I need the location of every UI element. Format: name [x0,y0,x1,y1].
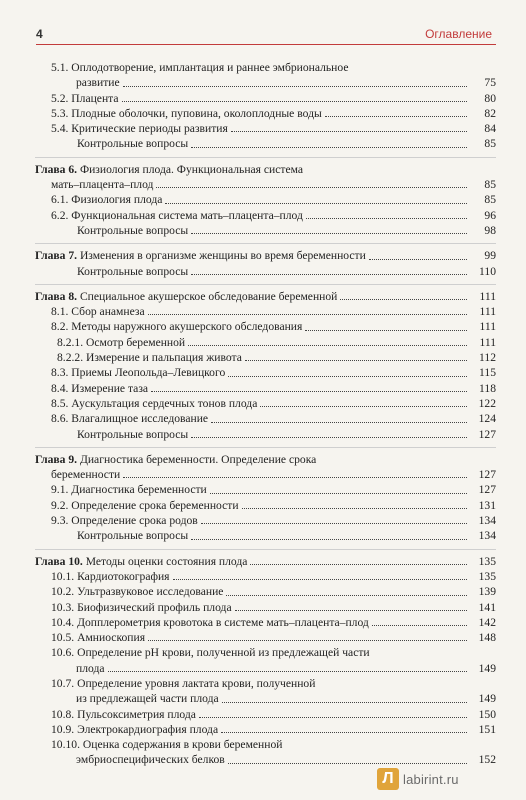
entry-title: Допплерометрия кровотока в системе мать–плацента–плод [77,615,369,629]
entry-title: Диагностика беременности [71,483,207,497]
entry-number: 10.10. [51,738,80,752]
chapter-label: Глава 6. [35,162,78,176]
entry-number: 8.1. [51,305,69,319]
chapter-divider [35,549,496,550]
dot-leader [108,671,468,672]
page-header [0,0,526,50]
entry-number: 8.2.2. [57,351,84,365]
entry-title-continued: мать–плацента–плод [51,178,154,192]
entry-title: Функциональная система мать–плацента–плод [71,208,303,222]
watermark-site: labirint.ru [403,772,459,787]
dot-leader [226,595,467,596]
page-number: 139 [478,585,496,599]
dot-leader [148,640,467,641]
entry-title: Осмотр беременной [86,335,186,349]
dot-leader [191,539,467,540]
chapter-label: Глава 7. [35,249,78,263]
page-number: 142 [478,615,496,629]
toc-entry[interactable] [35,365,496,380]
entry-title: Аускультация сердечных тонов плода [71,396,258,410]
toc-entry[interactable] [35,411,496,426]
table-of-contents [35,60,496,768]
toc-entry[interactable] [35,335,496,350]
chapter-label: Глава 10. [35,554,83,568]
entry-number: 10.6. [51,646,75,660]
page-number: 148 [478,631,496,645]
page-number: 111 [479,289,496,303]
entry-title: Определение срока родов [71,514,198,528]
toc-chapter[interactable] [35,248,496,263]
page-number: 135 [478,554,496,568]
entry-title: Пульсоксиметрия плода [77,707,196,721]
page-number: 111 [479,305,496,319]
entry-title: Сбор анамнеза [71,305,145,319]
toc-entry[interactable] [35,676,496,707]
dot-leader [250,564,467,565]
chapter-divider [35,243,496,244]
page-number: 152 [478,753,496,767]
entry-title-continued: беременности [51,468,121,482]
chapter-label: Глава 9. [35,452,78,466]
entry-number: 9.1. [51,483,69,497]
dot-leader [211,422,467,423]
entry-title: Методы наружного акушерского обследования [71,320,303,334]
page-number: 85 [484,137,496,151]
header-rule [36,44,496,45]
page-number: 135 [478,569,496,583]
dot-leader [222,702,467,703]
dot-leader [165,203,467,204]
toc-chapter[interactable] [35,162,496,193]
toc-entry[interactable] [35,513,496,528]
chapter-divider [35,157,496,158]
entry-number: 10.9. [51,722,75,736]
page-number: 82 [484,106,496,120]
entry-number: 8.2. [51,320,69,334]
page-number: 111 [479,320,496,334]
page-number: 84 [484,122,496,136]
entry-number: 8.4. [51,381,69,395]
entry-number: 9.2. [51,498,69,512]
page-number: 122 [478,396,496,410]
dot-leader [260,406,467,407]
entry-title: Оплодотворение, имплантация и раннее эмбриональное [71,61,349,74]
page-number: 99 [484,249,496,263]
entry-number: 5.4. [51,122,69,136]
page-number: 112 [479,351,496,365]
page-number: 149 [478,692,496,706]
toc-chapter[interactable] [35,452,496,483]
page-number: 80 [484,91,496,105]
page-number: 127 [478,483,496,497]
page-number: 96 [484,208,496,222]
entry-number: 8.2.1. [57,335,84,349]
dot-leader [228,376,467,377]
entry-title: Кардиотокография [77,569,170,583]
entry-number: 5.3. [51,106,69,120]
entry-title: Амниоскопия [77,631,146,645]
page-number: 150 [478,707,496,721]
entry-number: 9.3. [51,514,69,528]
toc-entry[interactable] [35,208,496,223]
labirint-logo-icon: Л [377,768,399,790]
entry-number: 5.1. [51,61,69,74]
entry-title: Методы оценки состояния плода [85,554,248,568]
toc-entry[interactable] [35,584,496,599]
entry-title: Контрольные вопросы [77,223,189,237]
entry-title: Плодные оболочки, пуповина, околоплодные воды [71,106,322,120]
toc-entry[interactable] [35,106,496,121]
entry-title: Определение pH крови, полученной из предлежащей части [77,646,370,660]
dot-leader [191,233,467,234]
page-number: 115 [479,366,496,380]
dot-leader [325,116,467,117]
entry-title-continued: из предлежащей части плода [76,692,219,706]
dot-leader [235,610,467,611]
toc-chapter[interactable] [35,289,496,304]
page-number: 151 [478,722,496,736]
dot-leader [173,579,467,580]
entry-title: Изменения в организме женщины во время беременности [79,249,366,263]
page-number: 111 [479,335,496,349]
entry-number: 10.2. [51,585,75,599]
dot-leader [305,330,467,331]
entry-title: Контрольные вопросы [77,264,189,278]
page-number: 75 [484,76,496,90]
entry-title: Контрольные вопросы [77,427,189,441]
dot-leader [199,717,467,718]
page-number: 124 [478,412,496,426]
entry-title: Физиология плода. Функциональная система [79,162,304,176]
page-number: 4 [36,27,43,41]
running-title: Оглавление [425,27,492,41]
toc-entry[interactable] [35,645,496,676]
dot-leader [123,477,467,478]
entry-number: 10.4. [51,615,75,629]
toc-entry[interactable] [35,615,496,630]
entry-title: Влагалищное исследование [71,412,209,426]
entry-title: Определение уровня лактата крови, полученной [77,676,316,690]
dot-leader [306,218,467,219]
dot-leader [231,131,467,132]
entry-number: 10.5. [51,631,75,645]
entry-title: Электрокардиография плода [77,722,219,736]
entry-number: 6.2. [51,208,69,222]
toc-entry[interactable] [35,600,496,615]
page-number: 98 [484,223,496,237]
dot-leader [372,625,467,626]
toc-review-questions[interactable] [35,136,496,151]
chapter-divider [35,447,496,448]
entry-title: Диагностика беременности. Определение срока [79,452,317,466]
dot-leader [221,732,467,733]
dot-leader [188,345,467,346]
dot-leader [191,437,467,438]
dot-leader [245,360,467,361]
entry-title: Специальное акушерское обследование беременной [79,289,338,303]
dot-leader [191,274,467,275]
chapter-label: Глава 8. [35,289,78,303]
entry-title: Приемы Леопольда–Левицкого [71,366,226,380]
toc-entry[interactable] [35,192,496,207]
entry-title: Плацента [71,91,119,105]
dot-leader [228,763,467,764]
entry-title: Оценка содержания в крови беременной [82,738,283,752]
toc-review-questions[interactable] [35,223,496,238]
entry-title: Физиология плода [71,193,163,207]
entry-title-continued: развитие [76,76,120,90]
page-number: 141 [478,600,496,614]
page-number: 149 [478,661,496,675]
dot-leader [151,391,467,392]
dot-leader [201,523,467,524]
entry-number: 6.1. [51,193,69,207]
entry-title-continued: эмбриоспецифических белков [76,753,225,767]
dot-leader [191,147,467,148]
toc-review-questions[interactable] [35,264,496,279]
toc-entry[interactable] [35,569,496,584]
page-number: 134 [478,514,496,528]
entry-number: 10.7. [51,676,75,690]
entry-title: Ультразвуковое исследование [77,585,224,599]
toc-entry[interactable] [35,396,496,411]
entry-number: 8.3. [51,366,69,380]
toc-entry[interactable] [35,91,496,106]
dot-leader [123,86,467,87]
entry-number: 10.3. [51,600,75,614]
dot-leader [369,259,467,260]
page-number: 131 [478,498,496,512]
entry-title: Критические периоды развития [71,122,228,136]
entry-number: 5.2. [51,91,69,105]
page-number: 127 [478,427,496,441]
dot-leader [210,493,467,494]
entry-number: 10.1. [51,569,75,583]
entry-title: Определение срока беременности [71,498,239,512]
page-number: 118 [479,381,496,395]
dot-leader [156,187,467,188]
toc-entry[interactable] [35,350,496,365]
toc-entry[interactable] [35,304,496,319]
page-number: 85 [484,193,496,207]
dot-leader [148,314,467,315]
toc-chapter[interactable] [35,554,496,569]
toc-entry[interactable] [35,319,496,334]
toc-entry[interactable] [35,737,496,768]
toc-entry[interactable] [35,722,496,737]
entry-title: Контрольные вопросы [77,529,189,543]
page-number: 85 [484,178,496,192]
toc-entry[interactable] [35,707,496,722]
page-number: 134 [478,529,496,543]
entry-number: 8.5. [51,396,69,410]
dot-leader [340,299,467,300]
toc-review-questions[interactable] [35,528,496,543]
dot-leader [122,101,467,102]
toc-entry[interactable] [35,381,496,396]
toc-entry[interactable] [35,482,496,497]
toc-entry[interactable] [35,60,496,91]
entry-title-continued: плода [76,661,105,675]
entry-title: Измерение и пальпация живота [86,351,242,365]
entry-title: Измерение таза [71,381,149,395]
dot-leader [242,508,467,509]
chapter-divider [35,284,496,285]
toc-entry[interactable] [35,630,496,645]
toc-entry[interactable] [35,121,496,136]
entry-title: Биофизический профиль плода [77,600,232,614]
entry-title: Контрольные вопросы [77,137,189,151]
entry-number: 8.6. [51,412,69,426]
page-number: 110 [479,264,496,278]
toc-entry[interactable] [35,498,496,513]
toc-review-questions[interactable] [35,427,496,442]
page-number: 127 [478,468,496,482]
entry-number: 10.8. [51,707,75,721]
